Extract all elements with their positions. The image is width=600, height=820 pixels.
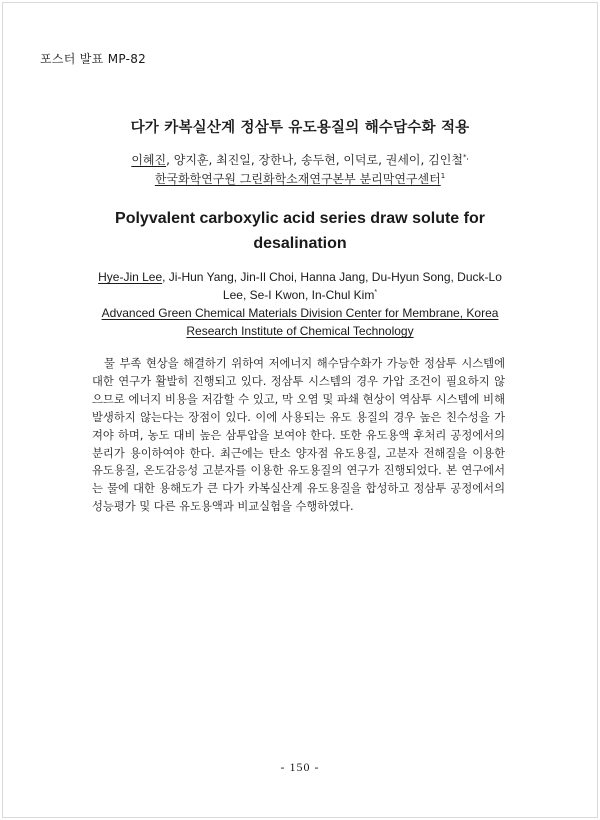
english-presenter: Hye-Jin Lee <box>98 270 163 284</box>
english-authors <box>95 268 505 304</box>
korean-presenter: 이혜진 <box>131 153 167 167</box>
abstract-paragraph: 물 부족 현상을 해결하기 위하여 저에너지 해수담수화가 가능한 정삼투 시스템에 대한 연구가 활발히 진행되고 있다. 정삼투 시스템의 경우 가압 조건이 필요하지 않으므로 에너지 비용을 저감할 수 있고, 막 오염 및 파쇄 현상이 역삼투 시스템에 비해 발생하지 않는다는 장점이 있다. 이에 사용되는 유도 용질의 경우 높은 친수성을 가져야 하며, 농도 대비 높은 삼투압을 보여야 한다. 또한 유도용액 후처리 공정에서의 분리가 용이하여야 한다. 최근에는 탄소 양자점 유도용질, 고분자 전해질을 이용한 유도용질, 온도감응성 고분자를 이용한 유도용질의 연구가 진행되었다. 본 연구에서는 물에 대한 용해도가 큰 다가 카복실산계 유도용질을 합성하고 정삼투 공정에서의 성능평가 및 다른 유도용액과 비교실험을 수행하였다. <box>92 357 505 514</box>
korean-affiliation-text: 한국화학연구원 그린화학소재연구본부 분리막연구센터 <box>154 172 441 186</box>
abstract <box>92 355 505 516</box>
english-affiliation <box>95 304 505 340</box>
english-title <box>80 206 520 256</box>
english-title-line-2: desalination <box>253 235 347 252</box>
english-affiliation-text: Advanced Green Chemical Materials Division Center for Membrane, Korea Research Institute of Chemical Technology <box>101 306 499 338</box>
korean-coauthors: , 양지훈, 최진일, 장한나, 송두현, 이덕로, 권세이, 김인철 <box>166 153 463 167</box>
english-corresponding-mark: * <box>374 289 378 296</box>
korean-affiliation <box>0 170 600 187</box>
korean-title: 다가 카복실산계 정삼투 유도용질의 해수담수화 적용 <box>130 120 470 136</box>
english-title-line-1: Polyvalent carboxylic acid series draw solute for <box>115 210 485 227</box>
korean-authors <box>0 151 600 168</box>
english-coauthors: , Ji-Hun Yang, Jin-Il Choi, Hanna Jang, Du-Hyun Song, Duck-Lo Lee, Se-I Kwon, In-Chul Kim <box>162 270 502 302</box>
session-label: 포스터 발표 MP-82 <box>40 52 147 66</box>
korean-corresponding-mark: *, <box>462 153 469 161</box>
korean-affiliation-mark: 1 <box>440 172 446 180</box>
page-number: - 150 - <box>280 760 320 774</box>
